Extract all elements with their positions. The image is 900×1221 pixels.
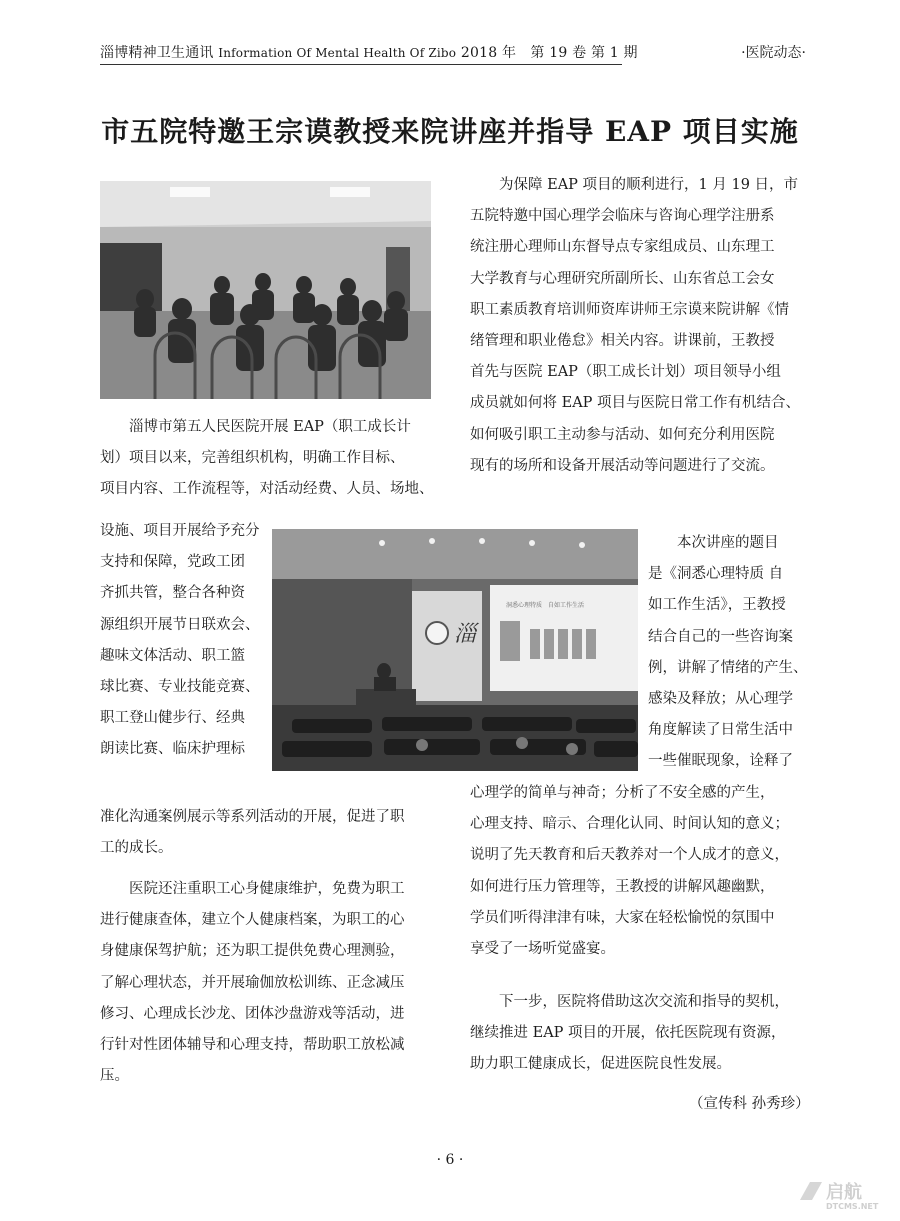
text-line: 五院特邀中国心理学会临床与咨询心理学注册系 [470,208,775,225]
journal-name: 淄博精神卫生通讯 [100,45,214,61]
left-paragraph-1-narrow [100,516,266,766]
text-line: 齐抓共管，整合各种资 [100,585,245,602]
text-line: 学员们听得津津有味，大家在轻松愉悦的氛围中 [470,909,775,926]
text-line: 如何进行压力管理等，王教授的讲解风趣幽默， [470,878,775,895]
page-number: · 6 · [436,1152,464,1168]
text-line: 工的成长。 [100,840,173,857]
text-line: 进行健康查体，建立个人健康档案，为职工的心 [100,912,405,929]
text-line: 修习、心理成长沙龙、团体沙盘游戏等活动，进 [100,1005,405,1022]
text-line: 了解心理状态，并开展瑜伽放松训练、正念减压 [100,974,405,991]
right-paragraph-1 [470,170,800,482]
text-line: 准化沟通案例展示等系列活动的开展，促进了职 [100,809,405,825]
watermark-logo [796,1176,888,1212]
author-signature: （宣传科 孙秀珍） [689,1096,810,1112]
article-title: 市五院特邀王宗谟教授来院讲座并指导 EAP 项目实施 [101,115,799,148]
journal-issue: 2018 年 第 19 卷 第 1 期 [460,45,638,61]
text-line: 为保障 EAP 项目的顺利进行，1 月 19 日，市 [499,177,799,193]
text-line: 压。 [100,1068,129,1085]
journal-name-en: Information Of Mental Health Of Zibo [218,46,457,60]
text-line: 首先与医院 EAP（职工成长计划）项目领导小组 [470,364,781,381]
banner-char: 淄 [454,622,477,647]
text-line: 如工作生活》，王教授 [648,597,786,614]
lecture-hall-photo [272,529,638,771]
text-line: 划）项目以来，完善组织机构，明确工作目标、 [100,450,405,467]
text-line: 身健康保驾护航；还为职工提供免费心理测验， [100,943,405,960]
right-paragraph-2-narrow [648,528,808,778]
text-line: 成员就如何将 EAP 项目与医院日常工作有机结合、 [470,395,801,412]
text-line: 职工素质教育培训师资库讲师王宗谟来院讲解《情 [470,301,789,318]
text-line: 现有的场所和设备开展活动等问题进行了交流。 [470,457,775,474]
text-line: 设施、项目开展给予充分 [100,523,260,539]
watermark-text: 启航 [826,1182,862,1203]
text-line: 支持和保障，党政工团 [100,554,245,571]
projected-slide-title: 洞悉心理特质 自如工作生活 [506,602,585,609]
text-line: 行针对性团体辅导和心理支持，帮助职工放松减 [100,1037,405,1054]
section-label: ·医院动态· [741,45,806,61]
text-line: 说明了先天教育和后天教养对一个人成才的意义， [470,847,789,864]
text-line: 感染及释放；从心理学 [648,691,793,708]
text-line: 结合自己的一些咨询案 [648,628,793,645]
text-line: 享受了一场听觉盛宴。 [470,941,615,958]
text-line: 项目内容、工作流程等，对活动经费、人员、场地、 [100,481,434,498]
text-line: 本次讲座的题目 [677,535,779,551]
text-line: 球比赛、专业技能竞赛、 [100,679,260,696]
text-line: 职工登山健步行、经典 [100,710,245,727]
left-paragraph-1-wide [100,412,432,506]
left-paragraph-1-tail [100,802,432,864]
text-line: 源组织开展节日联欢会、 [100,616,260,633]
text-line: 心理学的简单与神奇；分析了不安全感的产生， [470,785,775,801]
text-line: 例，讲解了情绪的产生、 [648,659,808,676]
text-line: 大学教育与心理研究所副所长、山东省总工会女 [470,270,775,287]
left-paragraph-2 [100,874,432,1092]
header-journal-line [100,42,638,62]
text-line: 医院还注重职工心身健康维护，免费为职工 [129,881,405,897]
watermark-sail-icon [800,1182,822,1200]
right-paragraph-3 [470,987,800,1081]
text-line: 下一步，医院将借助这次交流和指导的契机， [499,994,789,1010]
right-paragraph-2-wide [470,778,800,965]
text-line: 是《洞悉心理特质 自 [648,566,784,583]
seminar-photo [100,181,431,399]
text-line: 绪管理和职业倦怠》相关内容。讲课前，王教授 [470,333,775,350]
text-line: 角度解读了日常生活中 [648,722,793,739]
text-line: 一些催眠现象，诠释了 [648,753,793,770]
text-line: 淄博市第五人民医院开展 EAP（职工成长计 [129,419,411,435]
text-line: 如何吸引职工主动参与活动、如何充分利用医院 [470,426,775,443]
text-line: 助力职工健康成长，促进医院良性发展。 [470,1056,731,1073]
page-header [100,42,806,66]
text-line: 心理支持、暗示、合理化认同、时间认知的意义； [470,816,789,833]
watermark-url: DTCMS.NET [826,1202,879,1211]
text-line: 统注册心理师山东督导点专家组成员、山东理工 [470,239,775,256]
header-rule [100,64,622,65]
text-line: 趣味文体活动、职工篮 [100,647,245,664]
text-line: 继续推进 EAP 项目的开展，依托医院现有资源， [470,1025,786,1042]
text-line: 朗读比赛、临床护理标 [100,741,245,758]
